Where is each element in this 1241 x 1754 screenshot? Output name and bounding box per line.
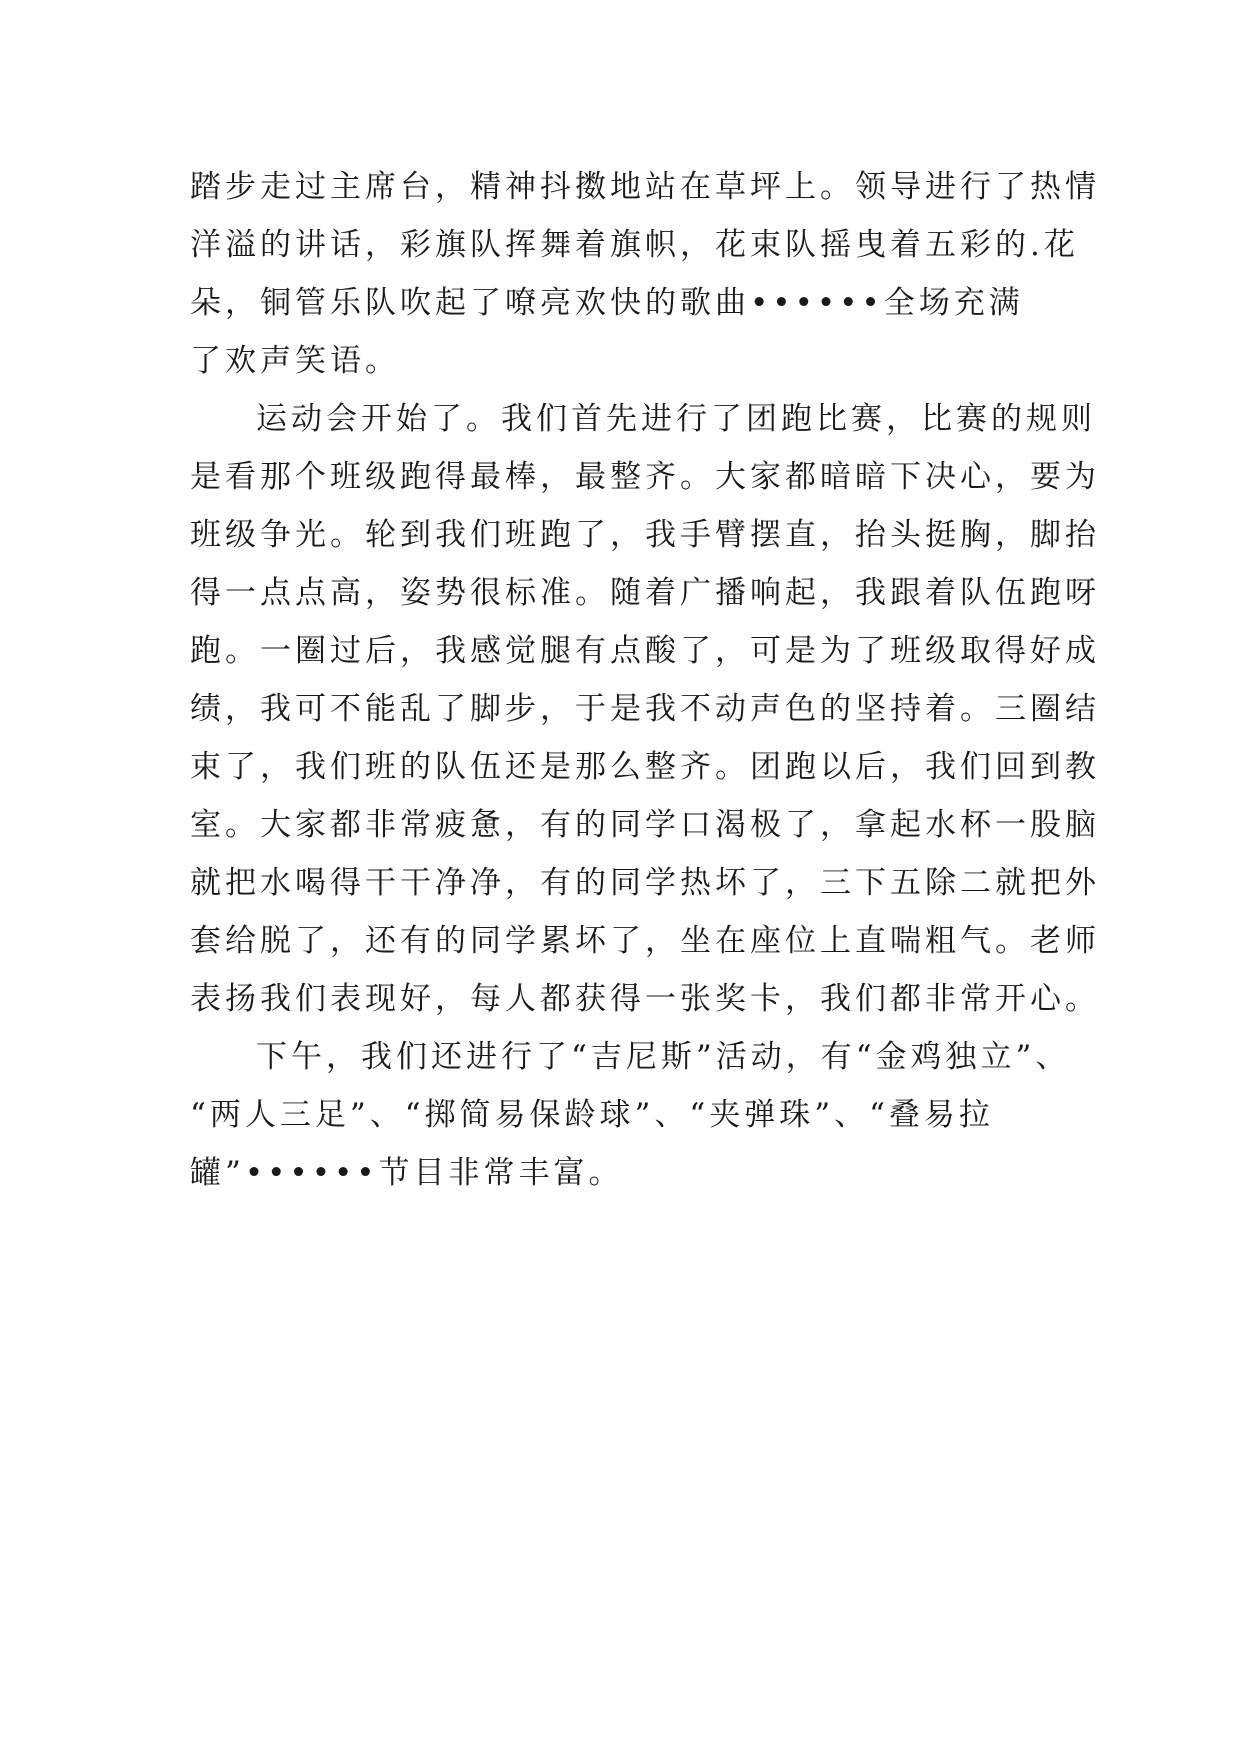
text-line: 洋溢的讲话，彩旗队挥舞着旗帜，花束队摇曳着五彩的.花 bbox=[190, 227, 1079, 263]
text-line: 踏步走过主席台，精神抖擞地站在草坪上。领导进行了热情 bbox=[190, 169, 1100, 205]
text-line: 朵，铜管乐队吹起了嘹亮欢快的歌曲••••••全场充满 bbox=[190, 285, 1024, 321]
text-line: 室。大家都非常疲惫，有的同学口渴极了，拿起水杯一股脑 bbox=[190, 807, 1100, 843]
text-line: 套给脱了，还有的同学累坏了，坐在座位上直喘粗气。老师 bbox=[190, 923, 1100, 959]
text-line: 得一点点高，姿势很标准。随着广播响起，我跟着队伍跑呀 bbox=[190, 575, 1100, 611]
text-line: 绩，我可不能乱了脚步，于是我不动声色的坚持着。三圈结 bbox=[190, 691, 1100, 727]
text-line: 罐”••••••节目非常丰富。 bbox=[190, 1155, 624, 1191]
paragraph-start-line: 运动会开始了。我们首先进行了团跑比赛，比赛的规则 bbox=[256, 401, 1096, 437]
text-line: 束了，我们班的队伍还是那么整齐。团跑以后，我们回到教 bbox=[190, 749, 1100, 785]
text-line: 表扬我们表现好，每人都获得一张奖卡，我们都非常开心。 bbox=[190, 981, 1100, 1017]
text-line: 班级争光。轮到我们班跑了，我手臂摆直，抬头挺胸，脚抬 bbox=[190, 517, 1100, 553]
text-line: 就把水喝得干干净净，有的同学热坏了，三下五除二就把外 bbox=[190, 865, 1100, 901]
paragraph-start-line: 下午，我们还进行了“吉尼斯”活动，有“金鸡独立”、 bbox=[256, 1039, 1071, 1075]
text-line: 了欢声笑语。 bbox=[190, 343, 400, 379]
text-line: 是看那个班级跑得最棒，最整齐。大家都暗暗下决心，要为 bbox=[190, 459, 1100, 495]
text-line: 跑。一圈过后，我感觉腿有点酸了，可是为了班级取得好成 bbox=[190, 633, 1100, 669]
text-line: “两人三足”、“掷简易保龄球”、“夹弹珠”、“叠易拉 bbox=[190, 1097, 994, 1133]
essay-body bbox=[190, 158, 1100, 1202]
